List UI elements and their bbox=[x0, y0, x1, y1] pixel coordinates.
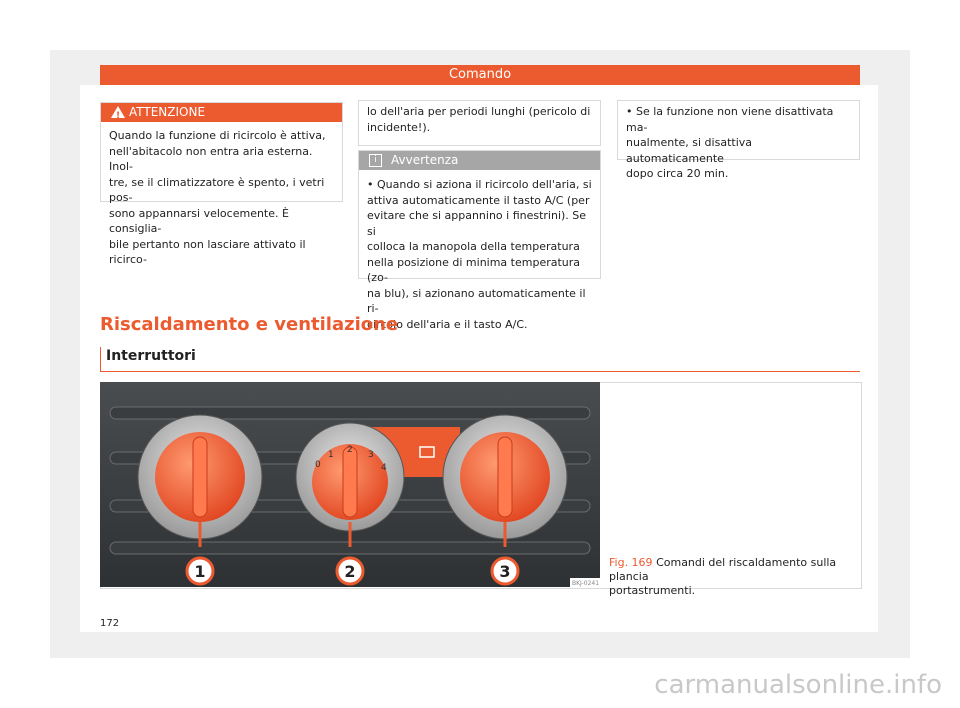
note-line: nella posizione di minima temperatura (zo- bbox=[367, 255, 581, 284]
fan-mark-2: 2 bbox=[347, 445, 353, 455]
note-continuation-box bbox=[617, 100, 860, 180]
note-right-line: • Se la funzione non viene disattivata ma- bbox=[626, 105, 834, 134]
note-title-bar bbox=[359, 151, 600, 170]
figure-caption-line1: Comandi del riscaldamento sulla plancia bbox=[609, 556, 837, 583]
warning-box bbox=[100, 102, 343, 266]
fan-mark-0: 0 bbox=[315, 460, 321, 470]
heating-controls-image bbox=[100, 382, 600, 587]
warning-line: sono appannarsi velocemente. È consiglia- bbox=[109, 206, 289, 235]
air-distribution-knob-grip bbox=[498, 437, 512, 517]
note-title: Avvertenza bbox=[391, 153, 459, 167]
section-title: Riscaldamento e ventilazione bbox=[100, 314, 399, 335]
callout-1-label: 1 bbox=[194, 562, 206, 581]
note-line: na blu), si azionano automaticamente il ri- bbox=[367, 286, 586, 315]
subtitle-marker bbox=[100, 347, 101, 371]
note-line: circolo dell'aria e il tasto A/C. bbox=[367, 317, 528, 331]
fan-mark-1: 1 bbox=[328, 450, 334, 460]
continuation-line: lo dell'aria per periodi lunghi (pericolo di bbox=[367, 105, 591, 118]
callout-3-label: 3 bbox=[499, 562, 511, 581]
note-right-line: nualmente, si disattiva automaticamente bbox=[626, 136, 752, 165]
warning-title: ATTENZIONE bbox=[129, 105, 206, 119]
note-text bbox=[359, 170, 600, 332]
page-number: 172 bbox=[100, 618, 120, 629]
warning-line: bile pertanto non lasciare attivato il ricirco- bbox=[109, 237, 306, 266]
figure-number: Fig. 169 bbox=[609, 556, 653, 569]
warning-line: Quando la funzione di ricircolo è attiva, bbox=[109, 129, 326, 142]
continuation-line: incidente!). bbox=[367, 120, 431, 134]
note-line: evitare che si appannino i finestrini). Se si bbox=[367, 209, 587, 238]
fan-mark-4: 4 bbox=[381, 463, 387, 473]
page-header: Comando bbox=[100, 65, 860, 85]
warning-text bbox=[101, 122, 342, 268]
fan-mark-3: 3 bbox=[368, 450, 374, 460]
section-subtitle: Interruttori bbox=[106, 348, 196, 364]
warning-line: nell'abitacolo non entra aria esterna. Inol- bbox=[109, 144, 313, 173]
section-rule bbox=[100, 371, 860, 372]
note-line: • Quando si aziona il ricircolo dell'aria, si bbox=[367, 178, 592, 191]
note-right-line: dopo circa 20 min. bbox=[626, 167, 729, 180]
info-icon: i bbox=[369, 154, 382, 167]
note-line: attiva automaticamente il tasto A/C (per bbox=[367, 193, 590, 207]
note-box bbox=[358, 150, 601, 331]
warning-title-bar bbox=[101, 103, 342, 122]
figure-caption bbox=[609, 556, 859, 598]
temperature-knob-grip bbox=[193, 437, 207, 517]
figure-code: BKJ-0241 bbox=[572, 580, 600, 587]
figure-caption-line2: portastrumenti. bbox=[609, 584, 696, 597]
fan-knob-grip bbox=[343, 447, 357, 517]
watermark: carmanualsonline.info bbox=[654, 670, 942, 700]
callout-2-label: 2 bbox=[344, 562, 356, 581]
warning-line: tre, se il climatizzatore è spento, i vetri pos- bbox=[109, 175, 325, 204]
warning-continuation-box bbox=[358, 100, 601, 146]
warning-triangle-icon bbox=[111, 106, 125, 118]
note-line: colloca la manopola della temperatura bbox=[367, 240, 580, 253]
